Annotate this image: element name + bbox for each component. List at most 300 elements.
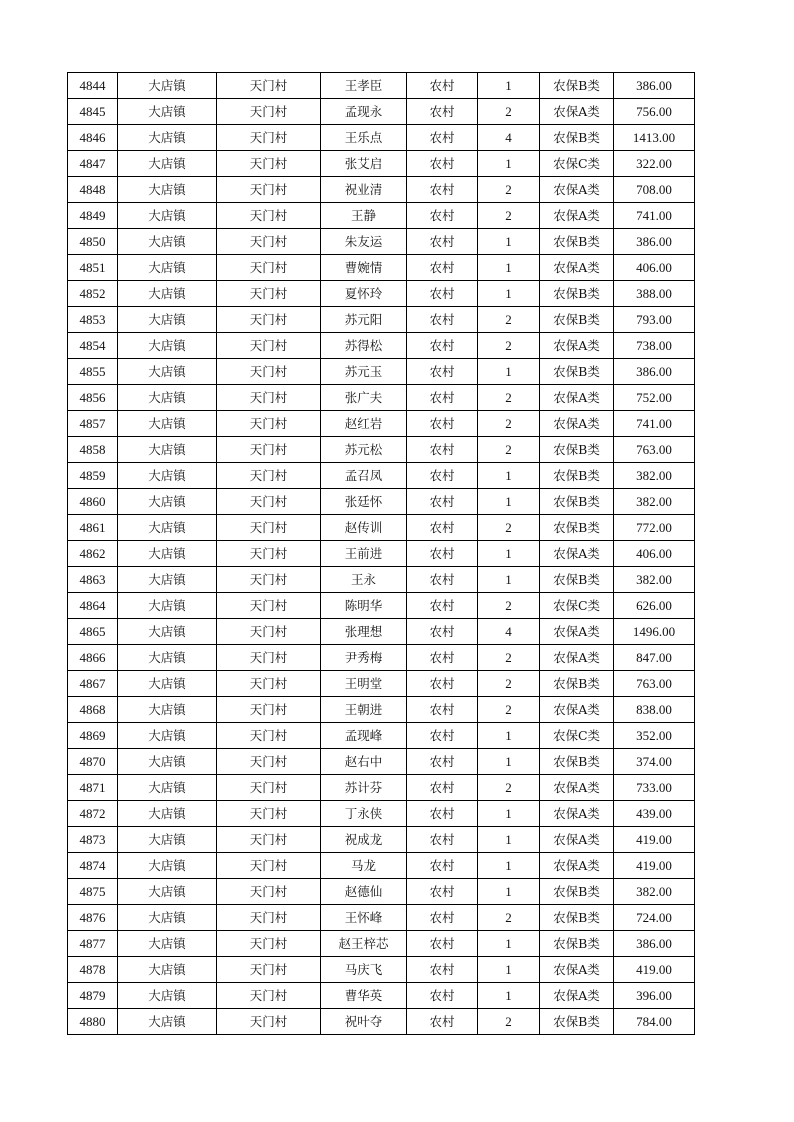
table-row [68, 671, 695, 697]
record-number-cell: 4871 [68, 775, 118, 801]
category-cell: 农保B类 [540, 73, 614, 99]
table-row [68, 983, 695, 1009]
household-size-cell: 1 [478, 229, 540, 255]
category-cell: 农保A类 [540, 983, 614, 1009]
household-size-cell: 1 [478, 723, 540, 749]
area-type-cell: 农村 [407, 99, 478, 125]
table-row [68, 229, 695, 255]
household-size-cell: 1 [478, 255, 540, 281]
category-cell: 农保B类 [540, 879, 614, 905]
table-row [68, 307, 695, 333]
table-row [68, 931, 695, 957]
amount-cell: 784.00 [614, 1009, 695, 1035]
records-table [67, 72, 695, 1035]
town-cell: 大店镇 [118, 229, 217, 255]
village-cell: 天门村 [217, 489, 321, 515]
category-cell: 农保A类 [540, 775, 614, 801]
name-cell: 赵王梓芯 [321, 931, 407, 957]
record-number-cell: 4862 [68, 541, 118, 567]
name-cell: 苏得松 [321, 333, 407, 359]
area-type-cell: 农村 [407, 177, 478, 203]
table-row [68, 177, 695, 203]
name-cell: 张理想 [321, 619, 407, 645]
village-cell: 天门村 [217, 671, 321, 697]
name-cell: 张艾启 [321, 151, 407, 177]
household-size-cell: 2 [478, 203, 540, 229]
category-cell: 农保A类 [540, 957, 614, 983]
amount-cell: 763.00 [614, 671, 695, 697]
record-number-cell: 4850 [68, 229, 118, 255]
name-cell: 王怀峰 [321, 905, 407, 931]
household-size-cell: 1 [478, 957, 540, 983]
table-row [68, 879, 695, 905]
category-cell: 农保A类 [540, 619, 614, 645]
town-cell: 大店镇 [118, 307, 217, 333]
category-cell: 农保B类 [540, 437, 614, 463]
area-type-cell: 农村 [407, 203, 478, 229]
amount-cell: 708.00 [614, 177, 695, 203]
record-number-cell: 4868 [68, 697, 118, 723]
area-type-cell: 农村 [407, 853, 478, 879]
name-cell: 王朝进 [321, 697, 407, 723]
amount-cell: 406.00 [614, 255, 695, 281]
village-cell: 天门村 [217, 73, 321, 99]
name-cell: 苏元玉 [321, 359, 407, 385]
village-cell: 天门村 [217, 177, 321, 203]
amount-cell: 741.00 [614, 411, 695, 437]
area-type-cell: 农村 [407, 385, 478, 411]
name-cell: 尹秀梅 [321, 645, 407, 671]
village-cell: 天门村 [217, 775, 321, 801]
record-number-cell: 4845 [68, 99, 118, 125]
amount-cell: 419.00 [614, 827, 695, 853]
record-number-cell: 4870 [68, 749, 118, 775]
record-number-cell: 4860 [68, 489, 118, 515]
name-cell: 朱友运 [321, 229, 407, 255]
amount-cell: 772.00 [614, 515, 695, 541]
amount-cell: 626.00 [614, 593, 695, 619]
category-cell: 农保B类 [540, 359, 614, 385]
town-cell: 大店镇 [118, 749, 217, 775]
name-cell: 苏元阳 [321, 307, 407, 333]
amount-cell: 382.00 [614, 879, 695, 905]
record-number-cell: 4874 [68, 853, 118, 879]
name-cell: 曹婉情 [321, 255, 407, 281]
household-size-cell: 1 [478, 801, 540, 827]
record-number-cell: 4865 [68, 619, 118, 645]
town-cell: 大店镇 [118, 125, 217, 151]
town-cell: 大店镇 [118, 463, 217, 489]
table-row [68, 1009, 695, 1035]
area-type-cell: 农村 [407, 723, 478, 749]
amount-cell: 752.00 [614, 385, 695, 411]
area-type-cell: 农村 [407, 411, 478, 437]
town-cell: 大店镇 [118, 567, 217, 593]
name-cell: 张广夫 [321, 385, 407, 411]
table-row [68, 827, 695, 853]
town-cell: 大店镇 [118, 827, 217, 853]
household-size-cell: 2 [478, 697, 540, 723]
table-row [68, 99, 695, 125]
amount-cell: 419.00 [614, 957, 695, 983]
category-cell: 农保C类 [540, 593, 614, 619]
village-cell: 天门村 [217, 801, 321, 827]
town-cell: 大店镇 [118, 1009, 217, 1035]
name-cell: 王永 [321, 567, 407, 593]
household-size-cell: 2 [478, 99, 540, 125]
area-type-cell: 农村 [407, 749, 478, 775]
town-cell: 大店镇 [118, 73, 217, 99]
town-cell: 大店镇 [118, 489, 217, 515]
area-type-cell: 农村 [407, 983, 478, 1009]
amount-cell: 733.00 [614, 775, 695, 801]
name-cell: 孟召凤 [321, 463, 407, 489]
area-type-cell: 农村 [407, 827, 478, 853]
household-size-cell: 1 [478, 541, 540, 567]
household-size-cell: 1 [478, 359, 540, 385]
table-row [68, 73, 695, 99]
town-cell: 大店镇 [118, 333, 217, 359]
name-cell: 赵传训 [321, 515, 407, 541]
village-cell: 天门村 [217, 281, 321, 307]
amount-cell: 439.00 [614, 801, 695, 827]
category-cell: 农保B类 [540, 905, 614, 931]
village-cell: 天门村 [217, 255, 321, 281]
record-number-cell: 4851 [68, 255, 118, 281]
village-cell: 天门村 [217, 879, 321, 905]
table-row [68, 619, 695, 645]
category-cell: 农保C类 [540, 151, 614, 177]
area-type-cell: 农村 [407, 151, 478, 177]
record-number-cell: 4879 [68, 983, 118, 1009]
table-row [68, 151, 695, 177]
town-cell: 大店镇 [118, 619, 217, 645]
record-number-cell: 4856 [68, 385, 118, 411]
amount-cell: 406.00 [614, 541, 695, 567]
household-size-cell: 2 [478, 1009, 540, 1035]
town-cell: 大店镇 [118, 723, 217, 749]
town-cell: 大店镇 [118, 99, 217, 125]
category-cell: 农保A类 [540, 333, 614, 359]
area-type-cell: 农村 [407, 671, 478, 697]
town-cell: 大店镇 [118, 697, 217, 723]
table-row [68, 203, 695, 229]
category-cell: 农保B类 [540, 671, 614, 697]
table-row [68, 489, 695, 515]
area-type-cell: 农村 [407, 879, 478, 905]
village-cell: 天门村 [217, 99, 321, 125]
household-size-cell: 1 [478, 853, 540, 879]
record-number-cell: 4858 [68, 437, 118, 463]
record-number-cell: 4844 [68, 73, 118, 99]
town-cell: 大店镇 [118, 151, 217, 177]
town-cell: 大店镇 [118, 775, 217, 801]
area-type-cell: 农村 [407, 255, 478, 281]
category-cell: 农保C类 [540, 723, 614, 749]
household-size-cell: 2 [478, 437, 540, 463]
area-type-cell: 农村 [407, 801, 478, 827]
record-number-cell: 4872 [68, 801, 118, 827]
category-cell: 农保A类 [540, 827, 614, 853]
name-cell: 张廷怀 [321, 489, 407, 515]
village-cell: 天门村 [217, 619, 321, 645]
table-body [68, 73, 695, 1035]
amount-cell: 724.00 [614, 905, 695, 931]
household-size-cell: 4 [478, 125, 540, 151]
amount-cell: 382.00 [614, 463, 695, 489]
record-number-cell: 4878 [68, 957, 118, 983]
name-cell: 王静 [321, 203, 407, 229]
record-number-cell: 4877 [68, 931, 118, 957]
record-number-cell: 4880 [68, 1009, 118, 1035]
record-number-cell: 4853 [68, 307, 118, 333]
household-size-cell: 1 [478, 281, 540, 307]
amount-cell: 388.00 [614, 281, 695, 307]
village-cell: 天门村 [217, 307, 321, 333]
name-cell: 马庆飞 [321, 957, 407, 983]
table-row [68, 437, 695, 463]
town-cell: 大店镇 [118, 281, 217, 307]
village-cell: 天门村 [217, 151, 321, 177]
village-cell: 天门村 [217, 437, 321, 463]
household-size-cell: 1 [478, 151, 540, 177]
category-cell: 农保B类 [540, 307, 614, 333]
village-cell: 天门村 [217, 697, 321, 723]
category-cell: 农保B类 [540, 463, 614, 489]
record-number-cell: 4849 [68, 203, 118, 229]
town-cell: 大店镇 [118, 255, 217, 281]
village-cell: 天门村 [217, 853, 321, 879]
area-type-cell: 农村 [407, 619, 478, 645]
category-cell: 农保B类 [540, 749, 614, 775]
table-row [68, 801, 695, 827]
name-cell: 马龙 [321, 853, 407, 879]
area-type-cell: 农村 [407, 957, 478, 983]
town-cell: 大店镇 [118, 177, 217, 203]
household-size-cell: 2 [478, 177, 540, 203]
household-size-cell: 2 [478, 307, 540, 333]
town-cell: 大店镇 [118, 593, 217, 619]
area-type-cell: 农村 [407, 359, 478, 385]
amount-cell: 793.00 [614, 307, 695, 333]
name-cell: 王前进 [321, 541, 407, 567]
name-cell: 陈明华 [321, 593, 407, 619]
town-cell: 大店镇 [118, 879, 217, 905]
record-number-cell: 4859 [68, 463, 118, 489]
village-cell: 天门村 [217, 333, 321, 359]
table-row [68, 515, 695, 541]
household-size-cell: 1 [478, 463, 540, 489]
household-size-cell: 4 [478, 619, 540, 645]
record-number-cell: 4848 [68, 177, 118, 203]
category-cell: 农保B类 [540, 567, 614, 593]
category-cell: 农保A类 [540, 541, 614, 567]
table-row [68, 853, 695, 879]
household-size-cell: 1 [478, 983, 540, 1009]
name-cell: 王明堂 [321, 671, 407, 697]
amount-cell: 1413.00 [614, 125, 695, 151]
town-cell: 大店镇 [118, 359, 217, 385]
household-size-cell: 1 [478, 567, 540, 593]
household-size-cell: 1 [478, 827, 540, 853]
record-number-cell: 4867 [68, 671, 118, 697]
household-size-cell: 1 [478, 749, 540, 775]
village-cell: 天门村 [217, 957, 321, 983]
area-type-cell: 农村 [407, 697, 478, 723]
household-size-cell: 2 [478, 515, 540, 541]
record-number-cell: 4861 [68, 515, 118, 541]
table-row [68, 593, 695, 619]
village-cell: 天门村 [217, 541, 321, 567]
record-number-cell: 4875 [68, 879, 118, 905]
amount-cell: 741.00 [614, 203, 695, 229]
name-cell: 丁永侠 [321, 801, 407, 827]
table-row [68, 775, 695, 801]
name-cell: 孟现峰 [321, 723, 407, 749]
category-cell: 农保A类 [540, 645, 614, 671]
category-cell: 农保A类 [540, 203, 614, 229]
amount-cell: 763.00 [614, 437, 695, 463]
household-size-cell: 2 [478, 905, 540, 931]
village-cell: 天门村 [217, 515, 321, 541]
record-number-cell: 4847 [68, 151, 118, 177]
category-cell: 农保B类 [540, 281, 614, 307]
name-cell: 祝业清 [321, 177, 407, 203]
amount-cell: 419.00 [614, 853, 695, 879]
area-type-cell: 农村 [407, 515, 478, 541]
amount-cell: 1496.00 [614, 619, 695, 645]
amount-cell: 322.00 [614, 151, 695, 177]
household-size-cell: 1 [478, 73, 540, 99]
area-type-cell: 农村 [407, 775, 478, 801]
household-size-cell: 2 [478, 645, 540, 671]
area-type-cell: 农村 [407, 567, 478, 593]
village-cell: 天门村 [217, 931, 321, 957]
area-type-cell: 农村 [407, 73, 478, 99]
household-size-cell: 2 [478, 385, 540, 411]
name-cell: 祝成龙 [321, 827, 407, 853]
category-cell: 农保B类 [540, 1009, 614, 1035]
amount-cell: 838.00 [614, 697, 695, 723]
household-size-cell: 2 [478, 593, 540, 619]
name-cell: 王孝臣 [321, 73, 407, 99]
village-cell: 天门村 [217, 645, 321, 671]
table-row [68, 281, 695, 307]
town-cell: 大店镇 [118, 515, 217, 541]
category-cell: 农保A类 [540, 697, 614, 723]
amount-cell: 386.00 [614, 73, 695, 99]
village-cell: 天门村 [217, 723, 321, 749]
record-number-cell: 4864 [68, 593, 118, 619]
category-cell: 农保A类 [540, 177, 614, 203]
table-row [68, 645, 695, 671]
record-number-cell: 4873 [68, 827, 118, 853]
household-size-cell: 2 [478, 411, 540, 437]
town-cell: 大店镇 [118, 645, 217, 671]
table-row [68, 905, 695, 931]
town-cell: 大店镇 [118, 437, 217, 463]
amount-cell: 756.00 [614, 99, 695, 125]
category-cell: 农保A类 [540, 385, 614, 411]
village-cell: 天门村 [217, 229, 321, 255]
household-size-cell: 1 [478, 931, 540, 957]
village-cell: 天门村 [217, 567, 321, 593]
area-type-cell: 农村 [407, 1009, 478, 1035]
category-cell: 农保B类 [540, 125, 614, 151]
category-cell: 农保A类 [540, 411, 614, 437]
table-row [68, 957, 695, 983]
town-cell: 大店镇 [118, 203, 217, 229]
category-cell: 农保A类 [540, 853, 614, 879]
area-type-cell: 农村 [407, 281, 478, 307]
name-cell: 赵右中 [321, 749, 407, 775]
village-cell: 天门村 [217, 125, 321, 151]
name-cell: 夏怀玲 [321, 281, 407, 307]
category-cell: 农保B类 [540, 489, 614, 515]
village-cell: 天门村 [217, 463, 321, 489]
name-cell: 曹华英 [321, 983, 407, 1009]
table-row [68, 359, 695, 385]
household-size-cell: 2 [478, 671, 540, 697]
area-type-cell: 农村 [407, 489, 478, 515]
amount-cell: 847.00 [614, 645, 695, 671]
area-type-cell: 农村 [407, 307, 478, 333]
village-cell: 天门村 [217, 827, 321, 853]
table-row [68, 541, 695, 567]
town-cell: 大店镇 [118, 931, 217, 957]
amount-cell: 374.00 [614, 749, 695, 775]
record-number-cell: 4857 [68, 411, 118, 437]
area-type-cell: 农村 [407, 931, 478, 957]
category-cell: 农保B类 [540, 931, 614, 957]
category-cell: 农保A类 [540, 801, 614, 827]
area-type-cell: 农村 [407, 333, 478, 359]
record-number-cell: 4846 [68, 125, 118, 151]
household-size-cell: 2 [478, 775, 540, 801]
record-number-cell: 4876 [68, 905, 118, 931]
village-cell: 天门村 [217, 593, 321, 619]
record-number-cell: 4863 [68, 567, 118, 593]
record-number-cell: 4869 [68, 723, 118, 749]
name-cell: 祝叶夺 [321, 1009, 407, 1035]
category-cell: 农保A类 [540, 99, 614, 125]
table-row [68, 255, 695, 281]
area-type-cell: 农村 [407, 645, 478, 671]
area-type-cell: 农村 [407, 541, 478, 567]
area-type-cell: 农村 [407, 437, 478, 463]
category-cell: 农保B类 [540, 515, 614, 541]
village-cell: 天门村 [217, 749, 321, 775]
village-cell: 天门村 [217, 1009, 321, 1035]
amount-cell: 382.00 [614, 567, 695, 593]
area-type-cell: 农村 [407, 463, 478, 489]
town-cell: 大店镇 [118, 983, 217, 1009]
table-row [68, 567, 695, 593]
name-cell: 王乐点 [321, 125, 407, 151]
area-type-cell: 农村 [407, 125, 478, 151]
table-row [68, 385, 695, 411]
amount-cell: 738.00 [614, 333, 695, 359]
name-cell: 孟现永 [321, 99, 407, 125]
village-cell: 天门村 [217, 905, 321, 931]
town-cell: 大店镇 [118, 957, 217, 983]
town-cell: 大店镇 [118, 385, 217, 411]
name-cell: 赵德仙 [321, 879, 407, 905]
table-row [68, 463, 695, 489]
town-cell: 大店镇 [118, 801, 217, 827]
area-type-cell: 农村 [407, 229, 478, 255]
household-size-cell: 2 [478, 333, 540, 359]
